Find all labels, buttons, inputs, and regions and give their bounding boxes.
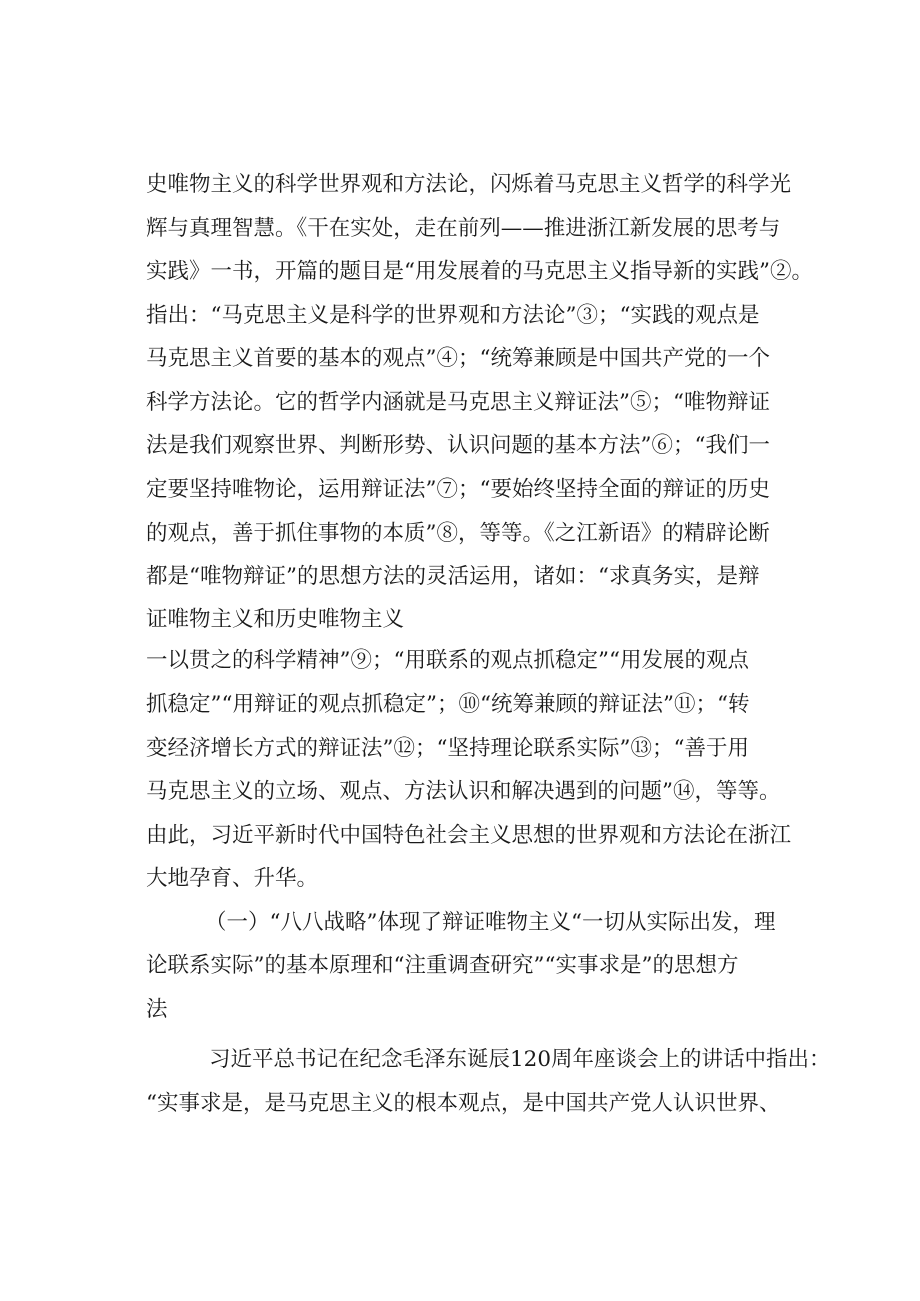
- text-line: 实践》一书，开篇的题目是“用发展着的马克思主义指导新的实践”②。: [146, 259, 813, 284]
- text-line: 证唯物主义和历史唯物主义: [146, 607, 405, 632]
- text-line: 的观点，善于抓住事物的本质”⑧，等等。《之江新语》的精辟论断: [146, 521, 770, 546]
- text-line: 科学方法论。它的哲学内涵就是马克思主义辩证法”⑤；“唯物辩证: [146, 390, 770, 415]
- section-heading-line: 论联系实际”的基本原理和“注重调查研究”“实事求是”的思想方: [146, 953, 739, 978]
- text-line: 大地孕育、升华。: [146, 866, 319, 891]
- text-line: 马克思主义的立场、观点、方法认识和解决遇到的问题”⑭，等等。: [146, 779, 781, 804]
- text-line: 抓稳定”“用辩证的观点抓稳定”；⑩“统筹兼顾的辩证法”⑪；“转: [146, 692, 750, 717]
- section-heading-line: （一）“八八战略”体现了辩证唯物主义“一切从实际出发，理: [205, 910, 776, 935]
- text-line: 由此，习近平新时代中国特色社会主义思想的世界观和方法论在浙江: [146, 823, 792, 848]
- text-line: 变经济增长方式的辩证法”⑫；“坚持理论联系实际”⑬；“善于用: [146, 736, 749, 761]
- text-line: 习近平总书记在纪念毛泽东诞辰120周年座谈会上的讲话中指出：: [209, 1047, 831, 1072]
- text-line: 辉与真理智慧。《干在实处，走在前列——推进浙江新发展的思考与: [146, 216, 781, 241]
- text-line: 一以贯之的科学精神”⑨；“用联系的观点抓稳定”“用发展的观点: [146, 648, 749, 673]
- text-line: 史唯物主义的科学世界观和方法论，闪烁着马克思主义哲学的科学光: [146, 172, 792, 197]
- text-line: 法是我们观察世界、判断形势、认识问题的基本方法”⑥；“我们一: [146, 433, 770, 458]
- text-line: 马克思主义首要的基本的观点”④；“统筹兼顾是中国共产党的一个: [146, 346, 770, 371]
- section-heading-line: 法: [146, 997, 168, 1022]
- text-line: 指出：“马克思主义是科学的世界观和方法论”③；“实践的观点是: [146, 303, 760, 328]
- text-line: 定要坚持唯物论，运用辩证法”⑦；“要始终坚持全面的辩证的历史: [146, 477, 770, 502]
- text-line: “实事求是，是马克思主义的根本观点，是中国共产党人认识世界、: [146, 1091, 781, 1116]
- text-line: 都是“唯物辩证”的思想方法的灵活运用，诸如：“求真务实，是辩: [146, 564, 760, 589]
